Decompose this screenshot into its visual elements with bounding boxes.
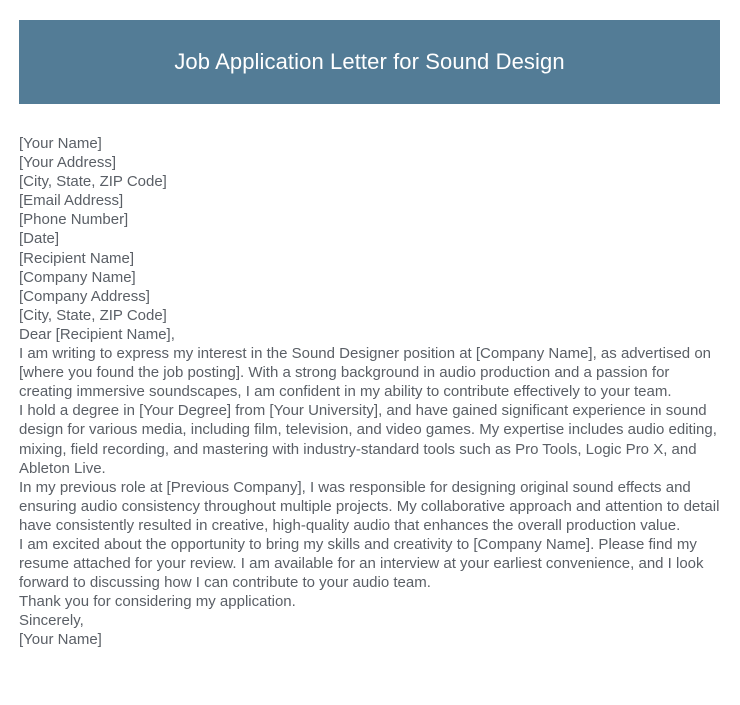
letter-paragraph-4: I am excited about the opportunity to bring my skills and creativity to [Company Name]. Please find my resume attached for your review. I am available for an interview at your earliest convenience, and I look forward to discussing how I can contribute to your audio team.	[19, 535, 704, 592]
recipient-line-address: [Company Address]	[19, 287, 150, 305]
sender-line-address: [Your Address]	[19, 154, 117, 172]
letter-paragraph-1: I am writing to express my interest in the Sound Designer position at [Company Name], as advertised on [where you found the job posting]. With a strong background in audio production and a passion for creating immersive soundscapes, I am confident in my ability to contribute effectively to your team.	[19, 345, 711, 401]
document-header-banner	[19, 20, 720, 104]
signature-line: [Your Name]	[19, 631, 102, 649]
recipient-line-city: [City, State, ZIP Code]	[19, 306, 167, 324]
sender-line-name: [Your Name]	[19, 135, 102, 152]
recipient-line-company: [Company Name]	[19, 268, 136, 286]
sender-line-date: [Date]	[19, 230, 60, 248]
salutation: Dear [Recipient Name],	[19, 325, 175, 343]
sender-line-city: [City, State, ZIP Code]	[19, 173, 167, 191]
page-title: Job Application Letter for Sound Design	[174, 49, 565, 74]
letter-content	[19, 134, 723, 650]
sender-line-email: [Email Address]	[19, 192, 124, 210]
thank-you-line: Thank you for considering my application.	[19, 593, 296, 611]
closing-line: Sincerely,	[19, 612, 84, 630]
letter-paragraph-2: I hold a degree in [Your Degree] from [Your University], and have gained significant experience in sound design for various media, including film, television, and video games. My expertise includes audio editing, mixing, field recording, and mastering with industry-standard tools such as Pro Tools, Logic Pro X, and Ableton Live.	[19, 402, 717, 477]
sender-line-phone: [Phone Number]	[19, 211, 129, 229]
letter-paragraph-3: In my previous role at [Previous Company], I was responsible for designing original sound effects and ensuring audio consistency throughout multiple projects. My collaborative approach and attention to detail have consistently resulted in creative, high-quality audio that enhances the overall production value.	[19, 478, 720, 534]
recipient-line-name: [Recipient Name]	[19, 249, 135, 267]
